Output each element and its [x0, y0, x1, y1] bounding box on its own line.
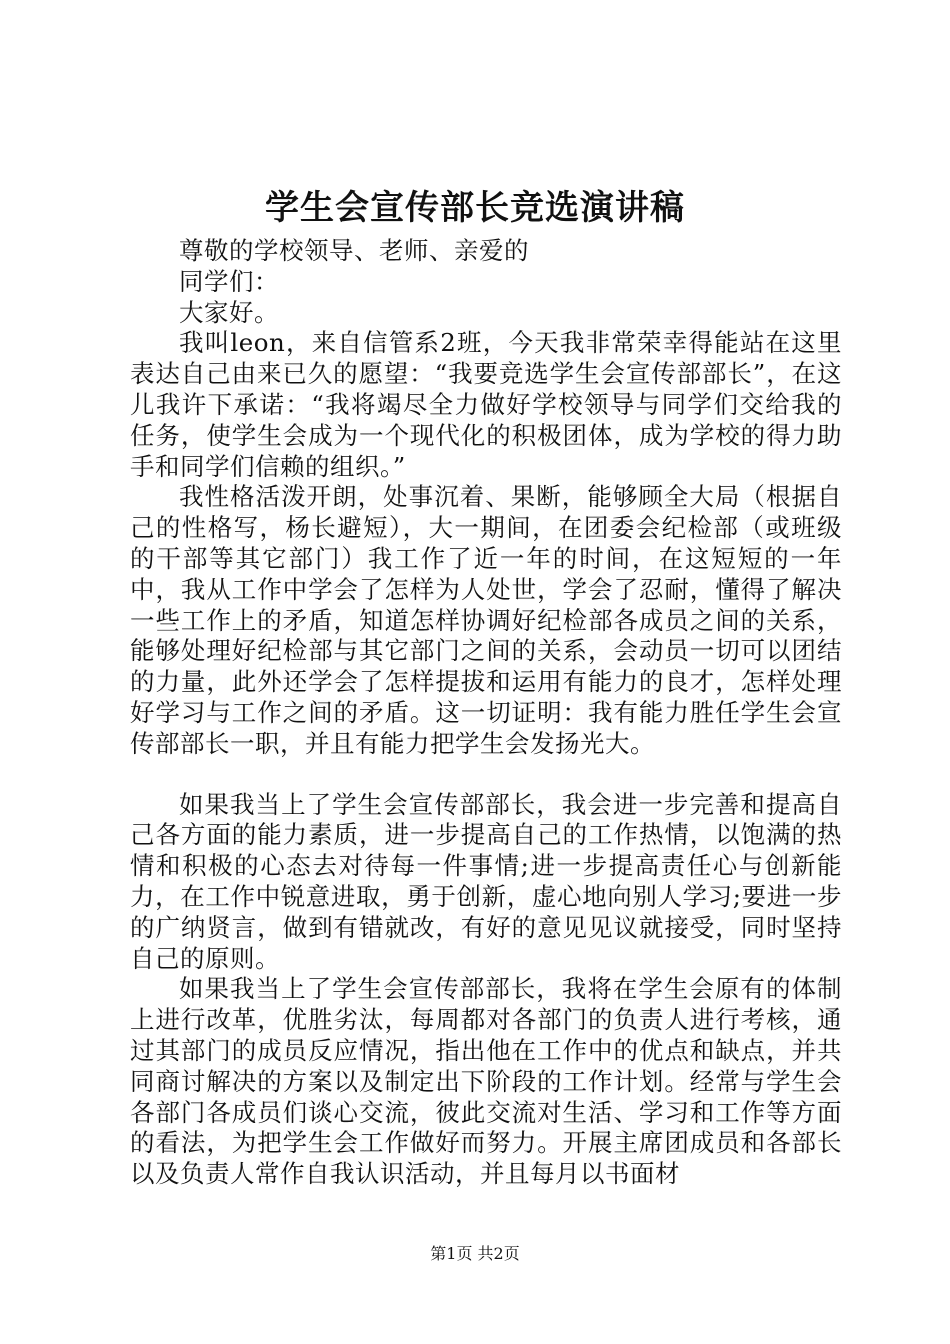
paragraph-intro: 我叫leon，来自信管系2班，今天我非常荣幸得能站在这里表达自己由来已久的愿望：“我要竞选学生会宣传部部长”，在这儿我许下承诺：“我将竭尽全力做好学校领导与同学们交给我的任务，使学生会成为一个现代化的积极团体，成为学校的得力助手和同学们信赖的组织。”: [130, 328, 842, 481]
page-footer: 第1页 共2页: [430, 1244, 520, 1263]
paragraph-plan-1: 如果我当上了学生会宣传部部长，我会进一步完善和提高自己各方面的能力素质，进一步提高自己的工作热情，以饱满的热情和积极的心态去对待每一件事情;进一步提高责任心与创新能力，在工作中锐意进取，勇于创新，虚心地向别人学习;要进一步的广纳贤言，做到有错就改，有好的意见见议就接受，同时坚持自己的原则。: [130, 789, 842, 973]
document-title: 学生会宣传部长竞选演讲稿: [265, 188, 685, 228]
paragraph-spacer: [130, 760, 842, 790]
greeting: 大家好。: [179, 297, 279, 327]
paragraph-experience: 我性格活泼开朗，处事沉着、果断，能够顾全大局（根据自己的性格写，杨长避短），大一期间，在团委会纪检部（或班级的干部等其它部门）我工作了近一年的时间，在这短短的一年中，我从工作中学会了怎样为人处世，学会了忍耐，懂得了解决一些工作上的矛盾，知道怎样协调好纪检部各成员之间的关系，能够处理好纪检部与其它部门之间的关系，会动员一切可以团结的力量，此外还学会了怎样提拔和运用有能力的良才，怎样处理好学习与工作之间的矛盾。这一切证明：我有能力胜任学生会宣传部部长一职，并且有能力把学生会发扬光大。: [130, 482, 842, 758]
salutation-line-2: 同学们：: [179, 266, 279, 296]
salutation-line-1: 尊敬的学校领导、老师、亲爱的: [179, 236, 529, 265]
document-body: [130, 236, 842, 1190]
paragraph-plan-2: 如果我当上了学生会宣传部部长，我将在学生会原有的体制上进行改革，优胜劣汰，每周都对各部门的负责人进行考核，通过其部门的成员反应情况，指出他在工作中的优点和缺点，并共同商讨解决的方案以及制定出下阶段的工作计划。经常与学生会各部门各成员们谈心交流，彼此交流对生活、学习和工作等方面的看法，为把学生会工作做好而努力。开展主席团成员和各部长以及负责人常作自我认识活动，并且每月以书面材: [130, 974, 842, 1189]
